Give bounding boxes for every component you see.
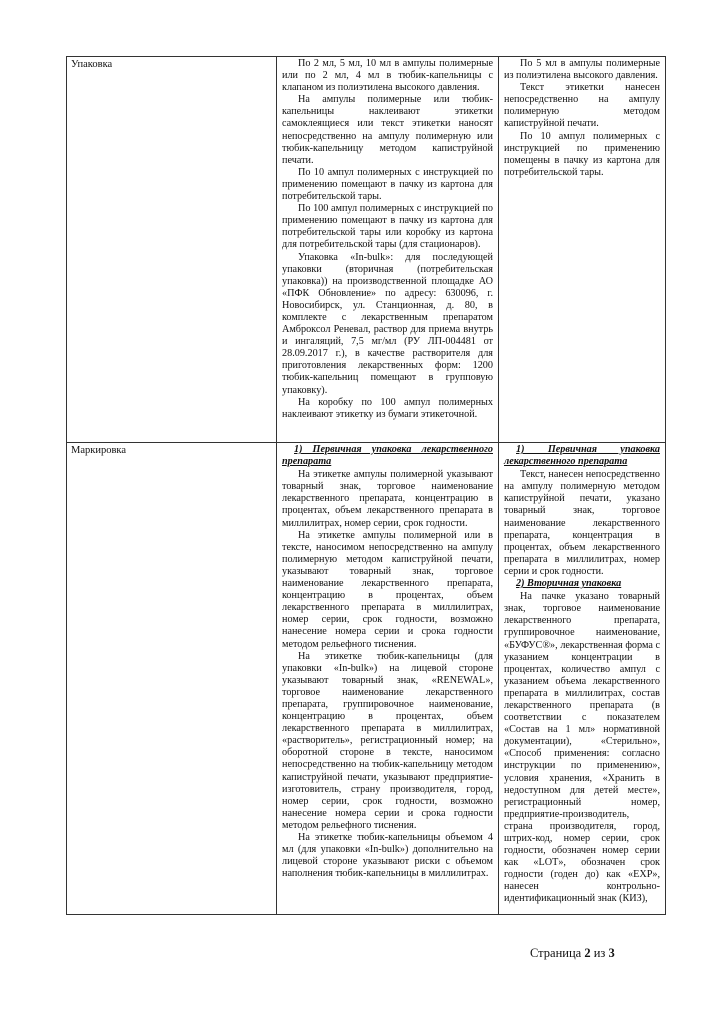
section-heading: 1) Первичная упаковка лекарственного препарата	[282, 444, 493, 468]
paragraph: На этикетке тюбик-капельницы (для упаковки «In-bulk») на лицевой стороне указывают товарный знак, «RENEWAL», торговое наименование лекарственного препарата, группировочное наименование, концентрацию в процентах, объем лекарственного препарата в миллилитрах, «растворитель», регистрационный номер; на оборотной стороне в тексте, наносимом непосредственно на тюбик-капельницу методом капиструйной печати, указывают предприятие-изготовитель, страну производителя, город, номер серии, срок годности, возможно нанесение номера серии и срока годности методом рельефного тиснения.	[282, 650, 493, 831]
paragraph: На ампулы полимерные или тюбик-капельницы наклеивают этикетки самоклеящиеся или текст этикетки наносят непосредственно на ампулу полимерную или тюбик-капельницу методом капиструйной печати.	[282, 94, 493, 166]
page-current: 2	[584, 946, 591, 960]
registered-text-cell	[277, 57, 499, 443]
registered-text-cell	[277, 443, 499, 915]
page-prefix: Страница	[530, 946, 582, 960]
paragraph: На этикетке тюбик-капельницы объемом 4 мл (для упаковки «In-bulk») дополнительно на лицевой стороне указывают риски с объемом наполнения тюбик-капельницы в миллилитрах.	[282, 832, 493, 880]
table-row-packaging	[67, 57, 666, 443]
row-label-cell	[67, 443, 277, 915]
row-label: Упаковка	[71, 59, 113, 70]
paragraph: По 10 ампул полимерных с инструкцией по применению помещают в пачку из картона для потребительской тары.	[282, 166, 493, 203]
paragraph: По 2 мл, 5 мл, 10 мл в ампулы полимерные или по 2 мл, 4 мл в тюбик-капельницы с клапаном из полиэтилена высокого давления.	[282, 58, 493, 94]
section-heading: 2) Вторичная упаковка	[516, 578, 622, 590]
paragraph: По 10 ампул полимерных с инструкцией по применению помещены в пачку из картона для потребительской тары.	[504, 130, 660, 178]
paragraph: На коробку по 100 ампул полимерных наклеивают этикетку из бумаги этикеточной.	[282, 396, 493, 420]
paragraph: По 100 ампул полимерных с инструкцией по применению помещают в пачку из картона для потребительской тары или коробку из картона для потребительской тары (для стационаров).	[282, 203, 493, 251]
row-label-cell	[67, 57, 277, 443]
page-number	[530, 946, 615, 961]
page-total: 3	[608, 946, 615, 960]
paragraph: По 5 мл в ампулы полимерные из полиэтилена высокого давления.	[504, 58, 660, 82]
proposed-text-cell	[499, 57, 666, 443]
paragraph: На этикетке ампулы полимерной или в тексте, наносимом непосредственно на ампулу полимерную методом капиструйной печати, указывают товарный знак, торговое наименование лекарственного препарата, концентрацию в процентах, объем лекарственного препарата в миллилитрах, номер серии, срок годности, возможно нанесение номера серии и срока годности методом рельефного тиснения.	[282, 529, 493, 650]
proposed-text-cell	[499, 443, 666, 915]
section-heading: 1) Первичная упаковка лекарственного препарата	[504, 444, 660, 468]
paragraph: На этикетке ампулы полимерной указывают товарный знак, торговое наименование лекарственного препарата, концентрацию в процентах, объем лекарственного препарата в миллилитрах, номер серии, срок годности.	[282, 469, 493, 529]
paragraph: Текст, нанесен непосредственно на ампулу полимерную методом капиструйной печати, указано товарный знак, торговое наименование лекарственного препарата, концентрация в процентах, объем лекарственного препарата в миллилитрах, номер серии и срок годности.	[504, 469, 660, 577]
row-label: Маркировка	[71, 445, 127, 456]
table-row-labeling	[67, 443, 666, 915]
document-table	[66, 56, 666, 915]
paragraph: На пачке указано товарный знак, торговое наименование лекарственного препарата, группировочное наименование, «БУФУС®», лекарственная форма с указанием концентрации в процентах, количество ампул с указанием объема лекарственного препарата в миллилитрах, состав лекарственного препарата (в соответствии с показателем «Состав на 1 мл» нормативной документации), «Стерильно», «Способ применения: согласно инструкции по применению», условия хранения, «Хранить в недоступном для детей месте», регистрационный номер, предприятие-производитель, страна производителя, город, штрих-код, номер серии, срок годности, обозначен номер серии как «LOT», обозначен срок годности (годен до) как «EXP», нанесен контрольно-идентификационный знак (КИЗ),	[504, 591, 660, 905]
page-sep: из	[593, 946, 606, 960]
paragraph: Текст этикетки нанесен непосредственно на ампулу полимерную методом капиструйной печати.	[504, 82, 660, 130]
paragraph: Упаковка «In-bulk»: для последующей упаковки (вторичная (потребительская упаковка)) на производственной площадке АО «ПФК Обновление» по адресу: 630096, г. Новосибирск, ул. Станционная, д. 80, в комплекте с лекарственным препаратом Амброксол Реневал, раствор для приема внутрь и ингаляций, 7,5 мг/мл (РУ ЛП-004481 от 28.09.2017 г.), в качестве растворителя для приготовления лекарственных форм: 1200 тюбик-капельниц помещают в групповую упаковку).	[282, 251, 493, 396]
